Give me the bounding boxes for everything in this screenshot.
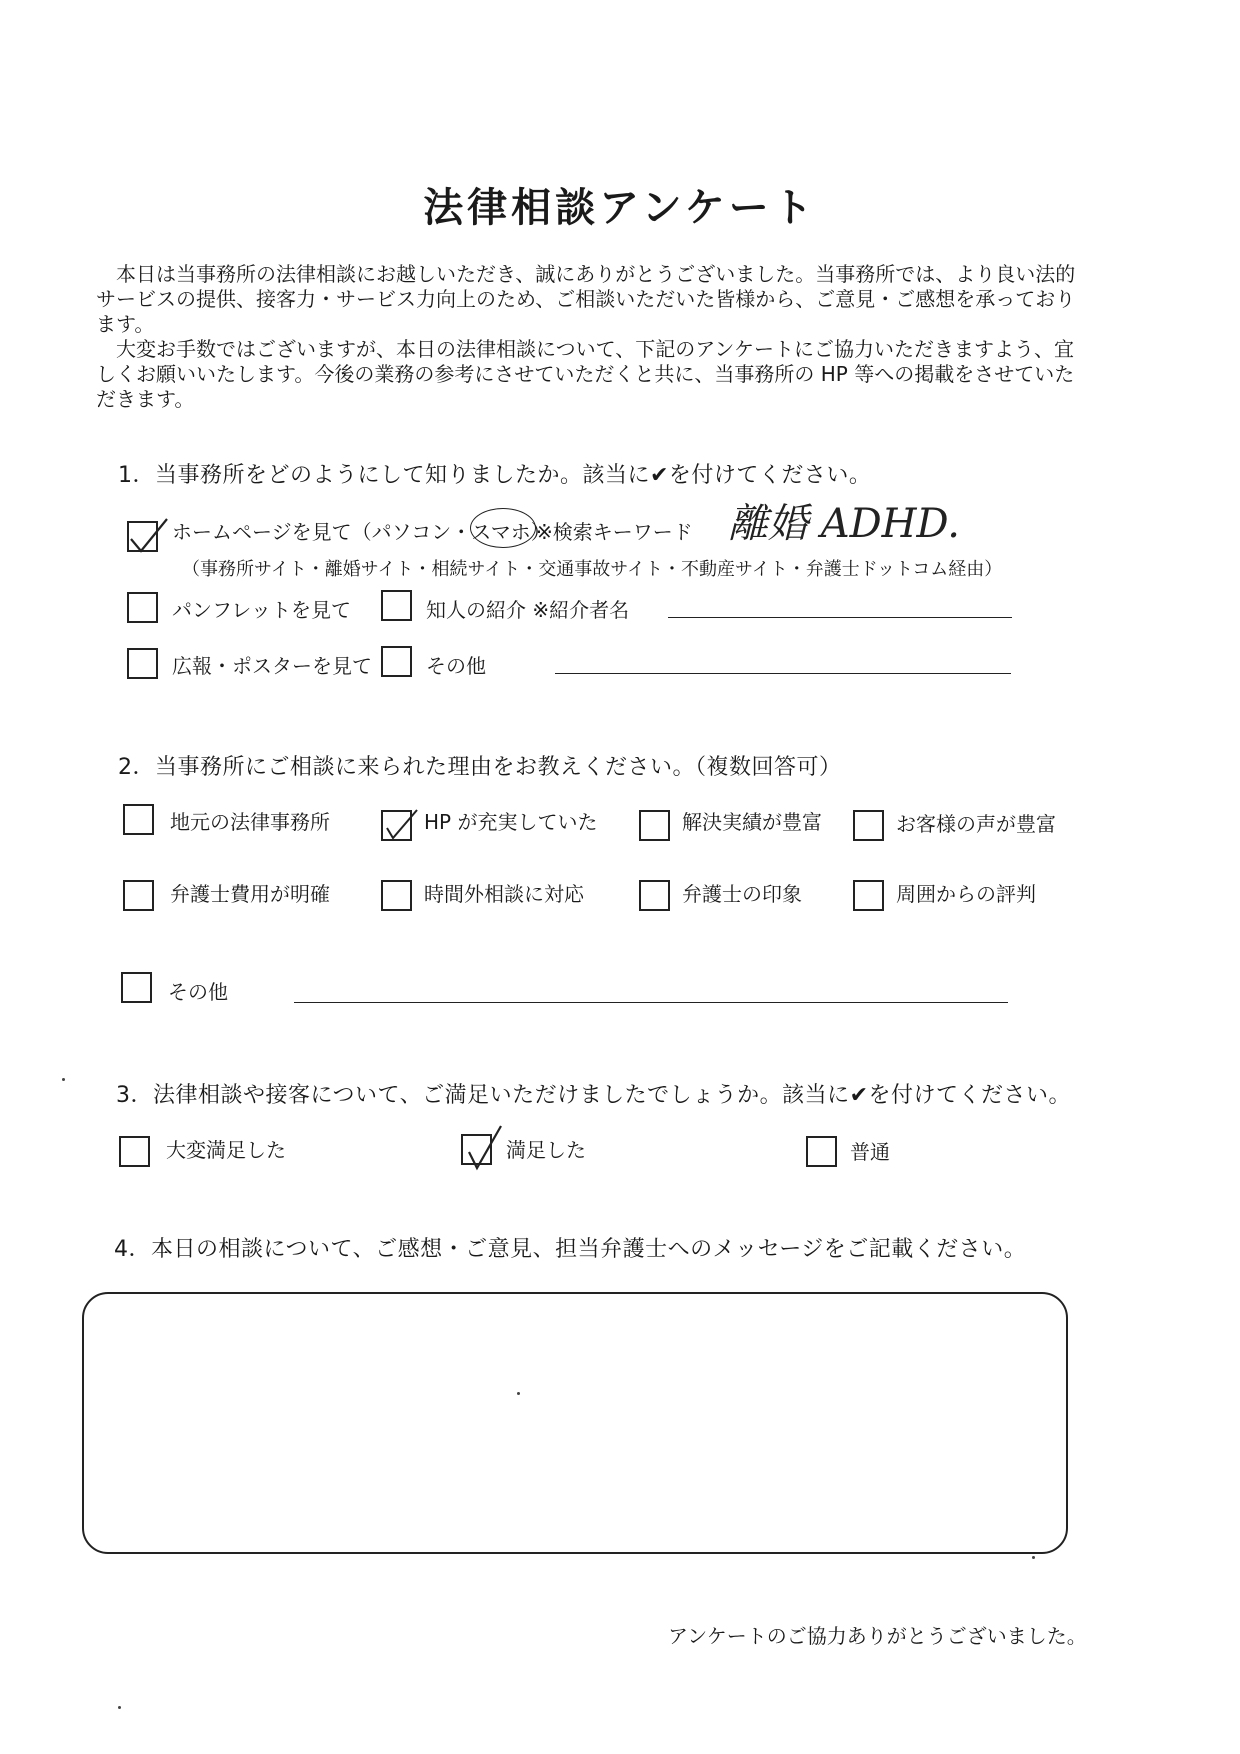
referral-name-line[interactable] — [668, 617, 1012, 618]
q1-question: 1．当事務所をどのようにして知りましたか。該当に✔を付けてください。 — [118, 463, 872, 488]
q1-pamphlet-label: パンフレットを見て — [172, 598, 351, 622]
q3-option-label: 満足した — [506, 1138, 586, 1162]
q2-option-checkbox[interactable] — [381, 810, 412, 841]
q3-option-label: 大変満足した — [166, 1138, 286, 1162]
q4-question: 4．本日の相談について、ご感想・ご意見、担当弁護士へのメッセージをご記載ください。 — [114, 1237, 1027, 1262]
q2-option-checkbox[interactable] — [639, 880, 670, 911]
q1-poster-label: 広報・ポスターを見て — [172, 654, 372, 678]
q2-option-label: 地元の法律事務所 — [170, 810, 330, 834]
q2-other-label: その他 — [168, 980, 228, 1004]
closing-text: アンケートのご協力ありがとうございました。 — [668, 1624, 1087, 1648]
intro-paragraph-1: 本日は当事務所の法律相談にお越しいただき、誠にありがとうございました。当事務所では、より良い法的サービスの提供、接客力・サービス力向上のため、ご相談いただいた皆様から、ご意見・ご感想を承っております。 — [96, 262, 1076, 336]
q1-referral-checkbox[interactable] — [381, 590, 412, 621]
q1-referral-label: 知人の紹介 ※紹介者名 — [426, 598, 630, 622]
q1-pamphlet-checkbox[interactable] — [127, 592, 158, 623]
q2-option-checkbox[interactable] — [123, 880, 154, 911]
q2-option-label: HP が充実していた — [424, 810, 598, 834]
q3-option-checkbox[interactable] — [806, 1136, 837, 1167]
q1-homepage-checkbox[interactable] — [127, 521, 158, 552]
q1-other-label: その他 — [426, 654, 486, 678]
check-mark-icon — [377, 798, 427, 848]
q2-option-checkbox[interactable] — [853, 810, 884, 841]
q1-sites-note: （事務所サイト・離婚サイト・相続サイト・交通事故サイト・不動産サイト・弁護士ドットコム経由） — [182, 559, 1003, 580]
scan-speck — [118, 1706, 121, 1709]
q3-option-checkbox[interactable] — [461, 1134, 492, 1165]
q2-option-checkbox[interactable] — [123, 804, 154, 835]
q2-option-checkbox[interactable] — [853, 880, 884, 911]
q1-homepage-label: ホームページを見て（パソコン・スマホ） — [172, 520, 551, 544]
q2-option-label: 解決実績が豊富 — [682, 810, 822, 834]
intro-text — [96, 262, 1076, 412]
scan-speck — [517, 1392, 520, 1395]
q2-other-checkbox[interactable] — [121, 972, 152, 1003]
q2-option-label: 時間外相談に対応 — [424, 882, 584, 906]
q2-option-label: 周囲からの評判 — [896, 882, 1036, 906]
q3-option-checkbox[interactable] — [119, 1136, 150, 1167]
scan-speck — [1032, 1556, 1035, 1559]
scan-speck — [62, 1078, 65, 1081]
q3-question: 3．法律相談や接客について、ご満足いただけましたでしょうか。該当に✔を付けてください。 — [116, 1083, 1072, 1108]
q2-option-label: 弁護士費用が明確 — [170, 882, 330, 906]
q2-option-label: お客様の声が豊富 — [896, 812, 1056, 836]
q2-option-checkbox[interactable] — [381, 880, 412, 911]
intro-paragraph-2: 大変お手数ではございますが、本日の法律相談について、下記のアンケートにご協力いただきますよう、宜しくお願いいたします。今後の業務の参考にさせていただくと共に、当事務所の HP 等への掲載をさせていただきます。 — [96, 337, 1075, 411]
comment-box[interactable] — [82, 1292, 1068, 1554]
q2-question: 2．当事務所にご相談に来られた理由をお教えください。（複数回答可） — [118, 755, 842, 780]
q2-option-checkbox[interactable] — [639, 810, 670, 841]
q1-keyword-label: ※検索キーワード — [536, 520, 693, 544]
page-title: 法律相談アンケート — [423, 185, 817, 231]
q1-other-line[interactable] — [555, 673, 1011, 674]
q2-option-label: 弁護士の印象 — [682, 882, 802, 906]
q1-poster-checkbox[interactable] — [127, 648, 158, 679]
q1-other-checkbox[interactable] — [381, 646, 412, 677]
circle-mark-sumaho — [470, 508, 536, 548]
q1-keyword-handwritten: 離婚 ADHD. — [728, 501, 960, 547]
check-mark-icon — [457, 1122, 507, 1172]
check-mark-icon — [123, 509, 173, 559]
q3-option-label: 普通 — [850, 1140, 890, 1164]
q2-other-line[interactable] — [294, 1002, 1008, 1003]
